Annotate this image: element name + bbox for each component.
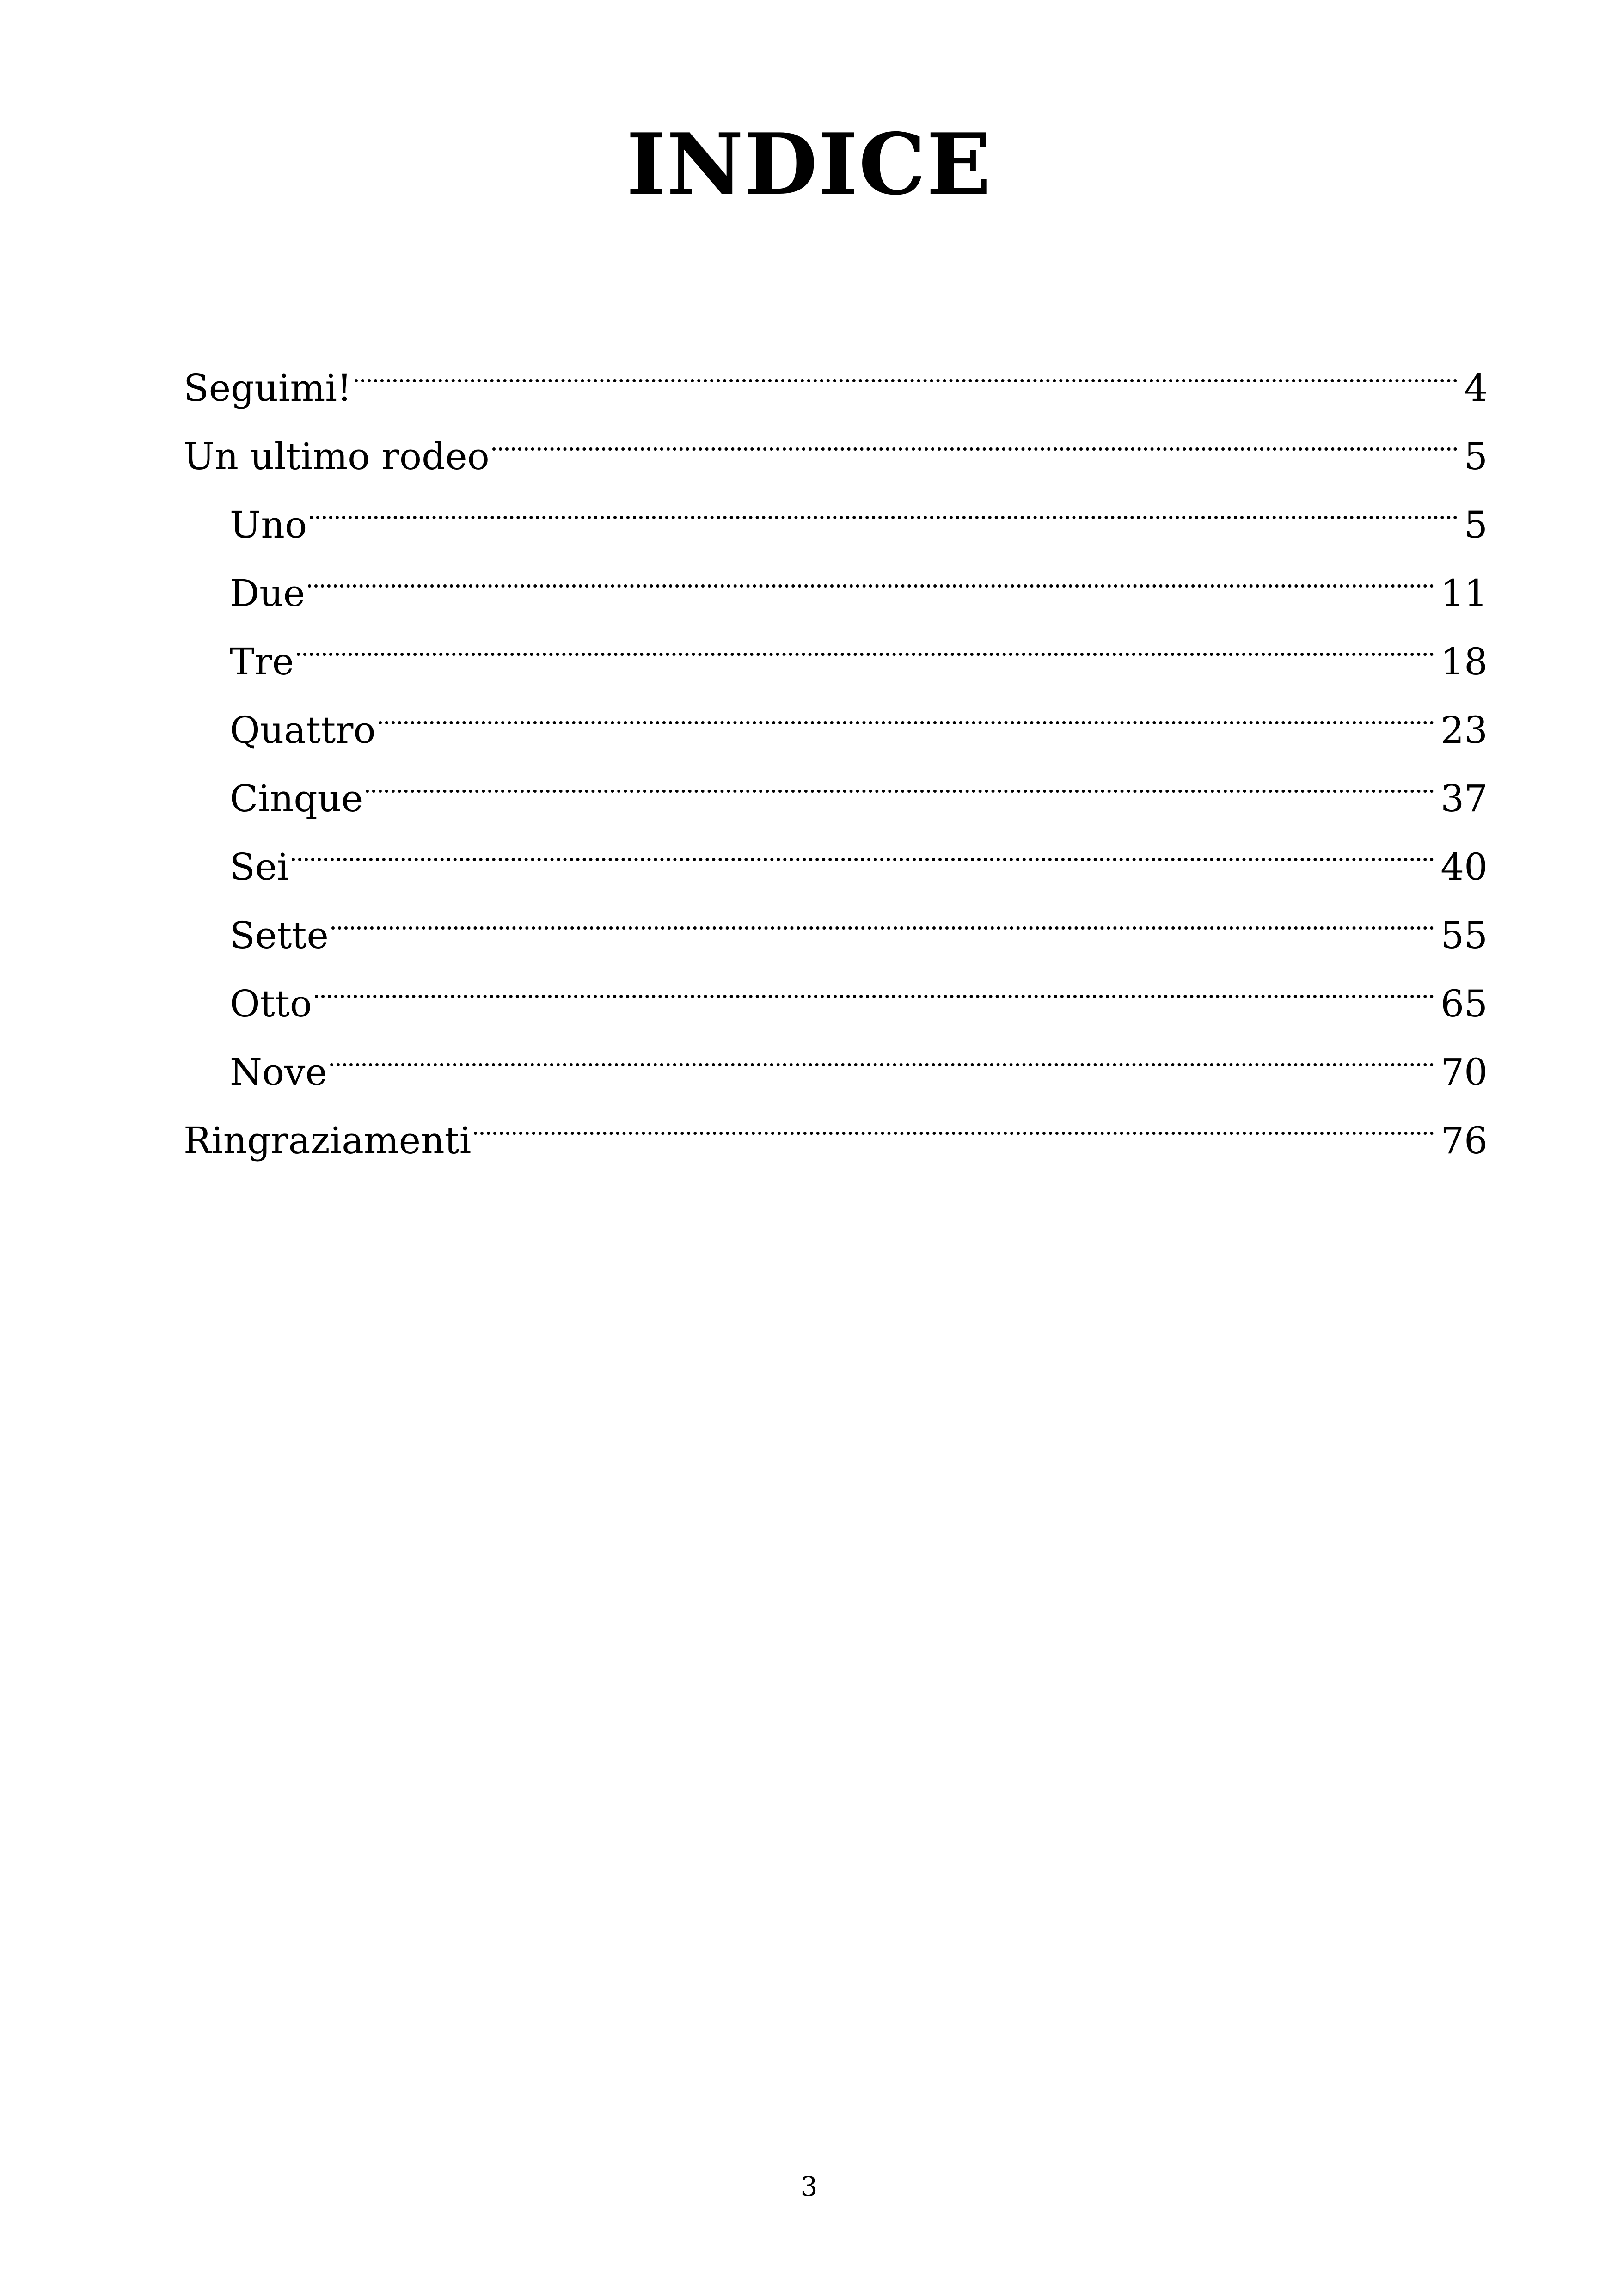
toc-entry-label: Otto — [230, 982, 313, 1025]
toc-entry[interactable] — [184, 1016, 1488, 1094]
toc-entry[interactable] — [184, 606, 1488, 683]
toc-entry-page: 65 — [1440, 982, 1488, 1025]
toc-entry-page: 23 — [1440, 709, 1488, 752]
toc-entry-page: 55 — [1440, 914, 1488, 957]
toc-entry[interactable] — [184, 401, 1488, 478]
toc-entry-label: Un ultimo rodeo — [184, 435, 490, 478]
toc-entry-page: 4 — [1464, 367, 1488, 410]
toc-dot-leader — [310, 469, 1458, 538]
page-title: INDICE — [626, 115, 992, 214]
toc-entry[interactable] — [184, 948, 1488, 1025]
toc-entry-label: Seguimi! — [184, 367, 352, 410]
toc-entry-label: Sei — [230, 845, 289, 888]
toc-entry-page: 5 — [1464, 503, 1488, 546]
toc-entry-label: Tre — [230, 640, 294, 683]
toc-entry-label: Cinque — [230, 777, 363, 820]
toc-entry-label: Due — [230, 572, 306, 615]
toc-dot-leader — [474, 1085, 1434, 1153]
table-of-contents — [184, 332, 1488, 1162]
toc-entry-page: 70 — [1440, 1051, 1488, 1094]
toc-entry-label: Sette — [230, 914, 329, 957]
toc-dot-leader — [379, 674, 1434, 743]
toc-dot-leader — [492, 401, 1458, 469]
toc-entry[interactable] — [184, 1085, 1488, 1162]
toc-entry-page: 5 — [1464, 435, 1488, 478]
toc-entry-label: Quattro — [230, 709, 376, 752]
toc-entry-page: 40 — [1440, 845, 1488, 888]
toc-dot-leader — [315, 948, 1434, 1016]
toc-dot-leader — [331, 880, 1434, 948]
page-number: 3 — [800, 2171, 818, 2202]
toc-dot-leader — [308, 538, 1434, 606]
toc-entry[interactable] — [184, 811, 1488, 888]
toc-entry-label: Ringraziamenti — [184, 1119, 472, 1162]
toc-entry-page: 37 — [1440, 777, 1488, 820]
toc-dot-leader — [292, 811, 1434, 880]
toc-entry-label: Nove — [230, 1051, 327, 1094]
toc-entry[interactable] — [184, 538, 1488, 615]
toc-dot-leader — [366, 743, 1434, 811]
toc-dot-leader — [355, 332, 1458, 401]
toc-entry-page: 11 — [1440, 572, 1488, 615]
toc-entry[interactable] — [184, 674, 1488, 752]
toc-entry[interactable] — [184, 880, 1488, 957]
toc-entry[interactable] — [184, 332, 1488, 410]
toc-dot-leader — [330, 1016, 1434, 1085]
toc-entry-page: 18 — [1440, 640, 1488, 683]
toc-entry-label: Uno — [230, 503, 307, 546]
toc-entry-page: 76 — [1440, 1119, 1488, 1162]
toc-entry[interactable] — [184, 743, 1488, 820]
toc-dot-leader — [297, 606, 1434, 674]
toc-entry[interactable] — [184, 469, 1488, 546]
